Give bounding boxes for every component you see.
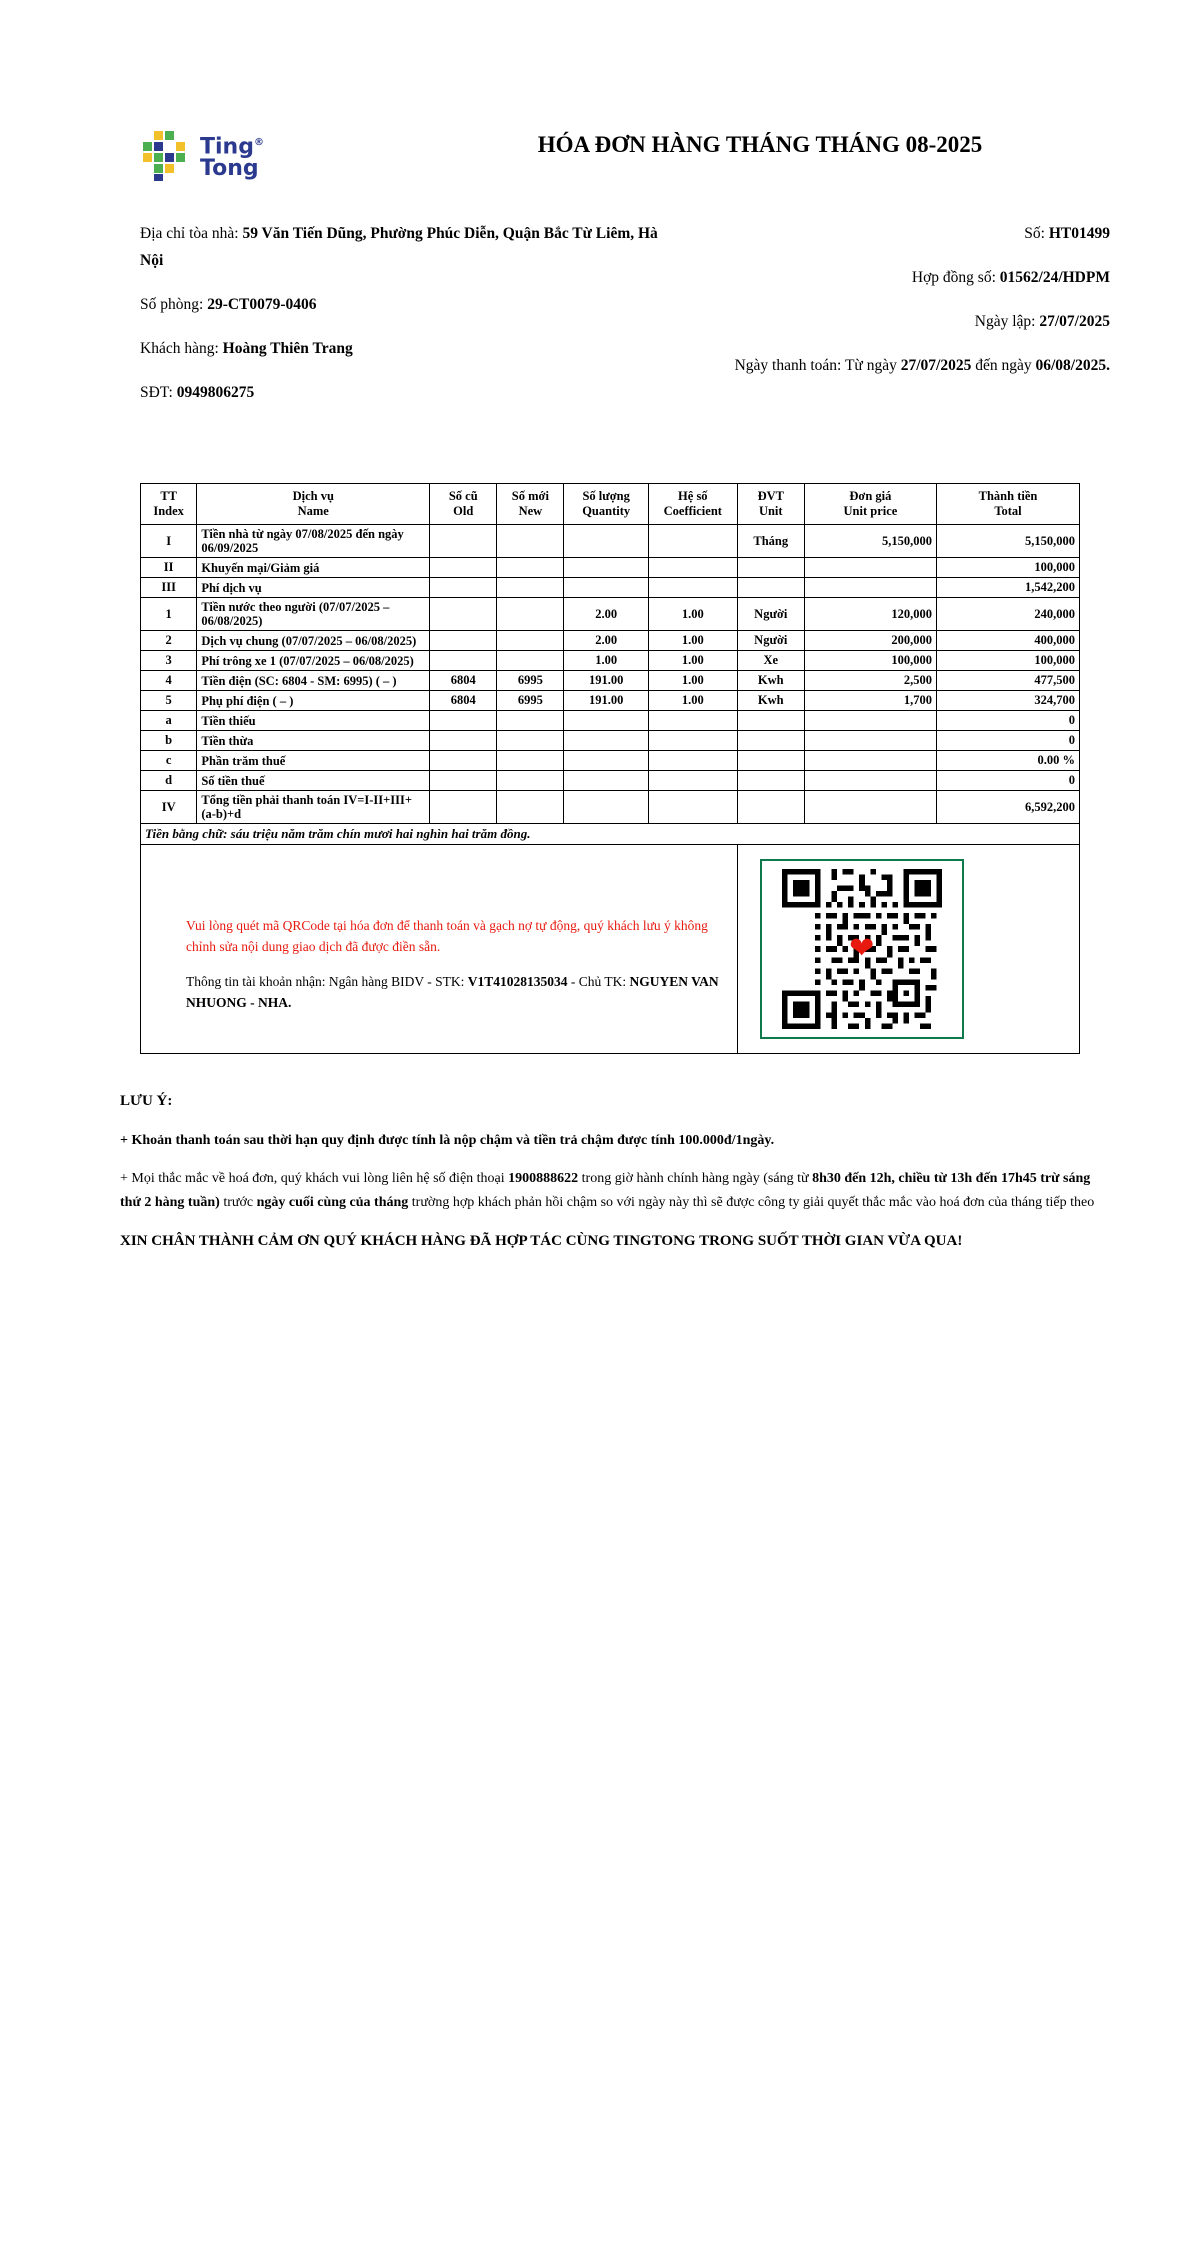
info-left-column xyxy=(140,220,664,423)
invoice-header xyxy=(0,0,1200,182)
row-index: b xyxy=(141,731,197,751)
row-unit xyxy=(737,558,804,578)
row-total: 1,542,200 xyxy=(936,578,1079,598)
info-room-number xyxy=(140,291,664,318)
row-old xyxy=(430,771,497,791)
col-header-total xyxy=(936,484,1079,525)
row-coefficient xyxy=(648,578,737,598)
logo-line1: Ting xyxy=(200,134,254,160)
row-index: 2 xyxy=(141,631,197,651)
info-customer xyxy=(140,335,664,362)
row-new: 6995 xyxy=(497,691,564,711)
col-header-old xyxy=(430,484,497,525)
footer-note-2-c: trong giờ hành chính hàng ngày (sáng từ xyxy=(578,1171,813,1186)
row-quantity xyxy=(564,771,648,791)
row-index: 5 xyxy=(141,691,197,711)
row-unit: Người xyxy=(737,631,804,651)
row-quantity xyxy=(564,711,648,731)
row-new xyxy=(497,731,564,751)
table-row xyxy=(141,731,1080,751)
table-row xyxy=(141,771,1080,791)
col-header-name-line1: Dịch vụ xyxy=(292,489,334,503)
row-quantity: 191.00 xyxy=(564,671,648,691)
row-index: IV xyxy=(141,791,197,824)
row-coefficient: 1.00 xyxy=(648,598,737,631)
label-room-number: Số phòng: xyxy=(140,296,204,313)
row-index: c xyxy=(141,751,197,771)
row-new xyxy=(497,651,564,671)
row-coefficient xyxy=(648,751,737,771)
info-issue-date xyxy=(664,308,1110,335)
row-total: 324,700 xyxy=(936,691,1079,711)
heart-icon: ❤ xyxy=(849,932,875,965)
table-row xyxy=(141,598,1080,631)
col-header-unit-line1: ĐVT xyxy=(757,489,784,503)
logo-line2: Tong xyxy=(200,156,259,182)
table-row xyxy=(141,691,1080,711)
row-index: III xyxy=(141,578,197,598)
row-coefficient xyxy=(648,791,737,824)
col-header-name xyxy=(197,484,430,525)
row-total: 100,000 xyxy=(936,558,1079,578)
row-unit-price: 200,000 xyxy=(804,631,936,651)
row-name: Khuyến mại/Giảm giá xyxy=(197,558,430,578)
row-name: Tiền điện (SC: 6804 - SM: 6995) ( – ) xyxy=(197,671,430,691)
row-coefficient xyxy=(648,731,737,751)
value-payment-to: 06/08/2025. xyxy=(1035,357,1110,374)
row-new xyxy=(497,525,564,558)
label-issue-date: Ngày lập: xyxy=(974,313,1036,330)
row-name: Số tiền thuế xyxy=(197,771,430,791)
invoice-table xyxy=(140,483,1080,1054)
table-row xyxy=(141,525,1080,558)
row-coefficient xyxy=(648,525,737,558)
logo-wordmark xyxy=(200,132,264,180)
info-contract-number xyxy=(664,264,1110,291)
col-header-new-line2: New xyxy=(518,504,543,518)
table-row-amount-in-words xyxy=(141,824,1080,845)
account-number: V1T41028135034 xyxy=(467,974,568,989)
row-unit-price xyxy=(804,751,936,771)
table-row xyxy=(141,651,1080,671)
row-new xyxy=(497,711,564,731)
qr-cell xyxy=(737,845,1079,1054)
row-grand-total-value: 6,592,200 xyxy=(936,791,1079,824)
row-quantity xyxy=(564,751,648,771)
col-header-name-line2: Name xyxy=(297,504,329,518)
row-old xyxy=(430,598,497,631)
value-building-address: 59 Văn Tiến Dũng, Phường Phúc Diễn, Quận Bắc Từ Liêm, Hà Nội xyxy=(140,225,658,269)
row-name: Dịch vụ chung (07/07/2025 – 06/08/2025) xyxy=(197,631,430,651)
qr-code[interactable] xyxy=(760,859,964,1039)
table-row xyxy=(141,671,1080,691)
col-header-unit-price-line1: Đơn giá xyxy=(849,489,892,503)
col-header-coefficient-line2: Coefficient xyxy=(663,504,722,518)
row-quantity xyxy=(564,731,648,751)
info-right-column xyxy=(664,220,1110,423)
label-customer: Khách hàng: xyxy=(140,340,219,357)
col-header-old-line1: Số cũ xyxy=(448,489,478,503)
registered-mark: ® xyxy=(253,136,264,148)
invoice-info xyxy=(0,182,1200,423)
value-issue-date: 27/07/2025 xyxy=(1039,313,1110,330)
row-quantity: 2.00 xyxy=(564,631,648,651)
account-owner-label: - Chủ TK: xyxy=(570,974,627,989)
footer-deadline: ngày cuối cùng của tháng xyxy=(256,1195,409,1210)
row-unit: Người xyxy=(737,598,804,631)
row-quantity xyxy=(564,578,648,598)
row-unit xyxy=(737,791,804,824)
row-quantity xyxy=(564,791,648,824)
row-unit-price: 2,500 xyxy=(804,671,936,691)
row-new xyxy=(497,631,564,651)
row-quantity: 191.00 xyxy=(564,691,648,711)
row-coefficient: 1.00 xyxy=(648,651,737,671)
value-phone: 0949806275 xyxy=(176,384,255,401)
row-new xyxy=(497,598,564,631)
row-unit-price: 100,000 xyxy=(804,651,936,671)
account-label: Thông tin tài khoản nhận: Ngân hàng BIDV - STK: xyxy=(186,974,465,989)
row-unit-price xyxy=(804,711,936,731)
label-invoice-number: Số: xyxy=(1024,225,1045,242)
col-header-old-line2: Old xyxy=(453,504,474,518)
invoice-footer xyxy=(0,1054,1200,1253)
row-unit xyxy=(737,771,804,791)
table-body xyxy=(141,525,1080,1054)
row-old xyxy=(430,651,497,671)
footer-note-1-amount: 100.000đ/1ngày. xyxy=(678,1133,775,1148)
row-new: 6995 xyxy=(497,671,564,691)
row-unit xyxy=(737,711,804,731)
row-old: 6804 xyxy=(430,691,497,711)
row-total: 240,000 xyxy=(936,598,1079,631)
table-row-grand-total xyxy=(141,791,1080,824)
row-coefficient: 1.00 xyxy=(648,671,737,691)
row-index: I xyxy=(141,525,197,558)
tingtong-logo xyxy=(140,130,290,182)
row-unit: Kwh xyxy=(737,691,804,711)
row-quantity xyxy=(564,558,648,578)
footer-hotline: 1900888622 xyxy=(508,1171,579,1186)
table-row xyxy=(141,751,1080,771)
row-old xyxy=(430,791,497,824)
row-old xyxy=(430,578,497,598)
col-header-total-line1: Thành tiền xyxy=(978,489,1038,503)
row-unit: Tháng xyxy=(737,525,804,558)
row-coefficient xyxy=(648,771,737,791)
col-header-new-line1: Số mới xyxy=(511,489,549,503)
row-total: 5,150,000 xyxy=(936,525,1079,558)
payment-note-warning: Vui lòng quét mã QRCode tại hóa đơn để thanh toán và gạch nợ tự động, quý khách lưu ý không chỉnh sửa nội dung giao dịch đã được điền sẵn. xyxy=(186,918,708,954)
row-name: Phần trăm thuế xyxy=(197,751,430,771)
row-coefficient xyxy=(648,711,737,731)
col-header-unit-price xyxy=(804,484,936,525)
value-payment-from: 27/07/2025 xyxy=(900,357,972,374)
row-total: 0 xyxy=(936,711,1079,731)
row-quantity xyxy=(564,525,648,558)
row-total: 477,500 xyxy=(936,671,1079,691)
row-unit-price xyxy=(804,558,936,578)
table-row xyxy=(141,558,1080,578)
row-unit-price: 1,700 xyxy=(804,691,936,711)
row-total: 0 xyxy=(936,731,1079,751)
row-index: 1 xyxy=(141,598,197,631)
payment-note-text xyxy=(141,875,737,1023)
row-old xyxy=(430,558,497,578)
row-unit: Kwh xyxy=(737,671,804,691)
row-unit xyxy=(737,578,804,598)
col-header-quantity-line2: Quantity xyxy=(582,504,631,518)
row-unit xyxy=(737,731,804,751)
info-phone xyxy=(140,379,664,406)
table-row xyxy=(141,631,1080,651)
value-invoice-number: HT01499 xyxy=(1048,225,1110,242)
account-owner: NGUYEN VAN NHUONG - NHA. xyxy=(186,974,719,1010)
row-index: d xyxy=(141,771,197,791)
row-old xyxy=(430,711,497,731)
row-unit: Xe xyxy=(737,651,804,671)
info-payment-period xyxy=(664,352,1110,379)
invoice-table-wrapper xyxy=(0,423,1200,1054)
row-unit-price xyxy=(804,771,936,791)
footer-note-2-e: trước xyxy=(219,1195,257,1210)
row-new xyxy=(497,771,564,791)
value-contract-number: 01562/24/HDPM xyxy=(999,269,1110,286)
row-quantity: 2.00 xyxy=(564,598,648,631)
col-header-coefficient-line1: Hệ số xyxy=(678,489,708,503)
table-row xyxy=(141,578,1080,598)
col-header-unit-price-line2: Unit price xyxy=(843,504,898,518)
row-total: 100,000 xyxy=(936,651,1079,671)
row-new xyxy=(497,751,564,771)
row-name: Phụ phí điện ( – ) xyxy=(197,691,430,711)
row-index: a xyxy=(141,711,197,731)
footer-thanks: XIN CHÂN THÀNH CẢM ƠN QUÝ KHÁCH HÀNG ĐÃ HỢP TÁC CÙNG TINGTONG TRONG SUỐT THỜI GIAN VỪA QUA! xyxy=(120,1233,963,1249)
row-index: II xyxy=(141,558,197,578)
row-old xyxy=(430,631,497,651)
row-index: 4 xyxy=(141,671,197,691)
row-old xyxy=(430,525,497,558)
col-header-coefficient xyxy=(648,484,737,525)
col-header-index-line1: TT xyxy=(160,489,177,503)
row-coefficient xyxy=(648,558,737,578)
row-unit-price xyxy=(804,731,936,751)
value-room-number: 29-CT0079-0406 xyxy=(207,296,317,313)
info-building-address xyxy=(140,220,664,274)
row-total: 400,000 xyxy=(936,631,1079,651)
label-phone: SĐT: xyxy=(140,384,173,401)
value-customer: Hoàng Thiên Trang xyxy=(222,340,353,357)
footer-office-hours: 8h30 đến 12h, chiều từ 13h đến 17h45 trừ sáng thứ 2 hàng tuần) xyxy=(120,1171,1091,1210)
row-total: 0 xyxy=(936,771,1079,791)
row-coefficient: 1.00 xyxy=(648,631,737,651)
row-name: Phí trông xe 1 (07/07/2025 – 06/08/2025) xyxy=(197,651,430,671)
row-name: Tiền nhà từ ngày 07/08/2025 đến ngày 06/09/2025 xyxy=(197,525,430,558)
row-new xyxy=(497,791,564,824)
row-name: Phí dịch vụ xyxy=(197,578,430,598)
col-header-unit xyxy=(737,484,804,525)
label-contract-number: Hợp đồng số: xyxy=(911,269,996,286)
footer-title: LƯU Ý: xyxy=(120,1093,173,1109)
table-row-payment-note xyxy=(141,845,1080,1054)
logo-mark-icon xyxy=(140,130,192,182)
row-old xyxy=(430,731,497,751)
page-title: HÓA ĐƠN HÀNG THÁNG THÁNG 08-2025 xyxy=(537,132,983,157)
footer-note-2-g: trường hợp khách phản hồi chậm so với ngày này thì sẽ được công ty giải quyết thắc mắc vào hoá đơn của tháng tiếp theo xyxy=(408,1195,1095,1210)
row-coefficient: 1.00 xyxy=(648,691,737,711)
col-header-index xyxy=(141,484,197,525)
row-new xyxy=(497,578,564,598)
row-total: 0.00 % xyxy=(936,751,1079,771)
footer-note-2-a: + Mọi thắc mắc về hoá đơn, quý khách vui lòng liên hệ số điện thoại xyxy=(120,1171,509,1186)
label-building-address: Địa chỉ tòa nhà: xyxy=(140,225,239,242)
footer-note-1-prefix: + Khoản thanh toán sau thời hạn quy định được tính là nộp chậm và tiền trả chậm được tính xyxy=(120,1133,679,1148)
table-header-row xyxy=(141,484,1080,525)
table-row xyxy=(141,711,1080,731)
col-header-quantity-line1: Số lượng xyxy=(582,489,630,503)
row-old xyxy=(430,751,497,771)
row-name: Tổng tiền phải thanh toán IV=I-II+III+(a-b)+d xyxy=(197,791,430,824)
col-header-quantity xyxy=(564,484,648,525)
col-header-index-line2: Index xyxy=(153,504,184,518)
payment-note-cell xyxy=(141,845,738,1054)
row-name: Tiền thừa xyxy=(197,731,430,751)
row-unit-price xyxy=(804,791,936,824)
row-name: Tiền nước theo người (07/07/2025 – 06/08/2025) xyxy=(197,598,430,631)
row-unit xyxy=(737,751,804,771)
label-payment-from: Ngày thanh toán: Từ ngày xyxy=(734,357,897,374)
row-index: 3 xyxy=(141,651,197,671)
col-header-new xyxy=(497,484,564,525)
footer-note-1 xyxy=(120,1129,1105,1153)
label-payment-to: đến ngày xyxy=(975,357,1032,374)
info-invoice-number xyxy=(664,220,1110,247)
row-name: Tiền thiếu xyxy=(197,711,430,731)
footer-note-2 xyxy=(120,1167,1105,1215)
col-header-unit-line2: Unit xyxy=(758,504,783,518)
row-new xyxy=(497,558,564,578)
row-unit-price: 5,150,000 xyxy=(804,525,936,558)
row-quantity: 1.00 xyxy=(564,651,648,671)
row-old: 6804 xyxy=(430,671,497,691)
payment-account-info xyxy=(186,971,723,1013)
col-header-total-line2: Total xyxy=(994,504,1022,518)
row-unit-price: 120,000 xyxy=(804,598,936,631)
amount-in-words: Tiền bằng chữ: sáu triệu năm trăm chín mươi hai nghìn hai trăm đồng. xyxy=(141,824,1080,845)
row-unit-price xyxy=(804,578,936,598)
